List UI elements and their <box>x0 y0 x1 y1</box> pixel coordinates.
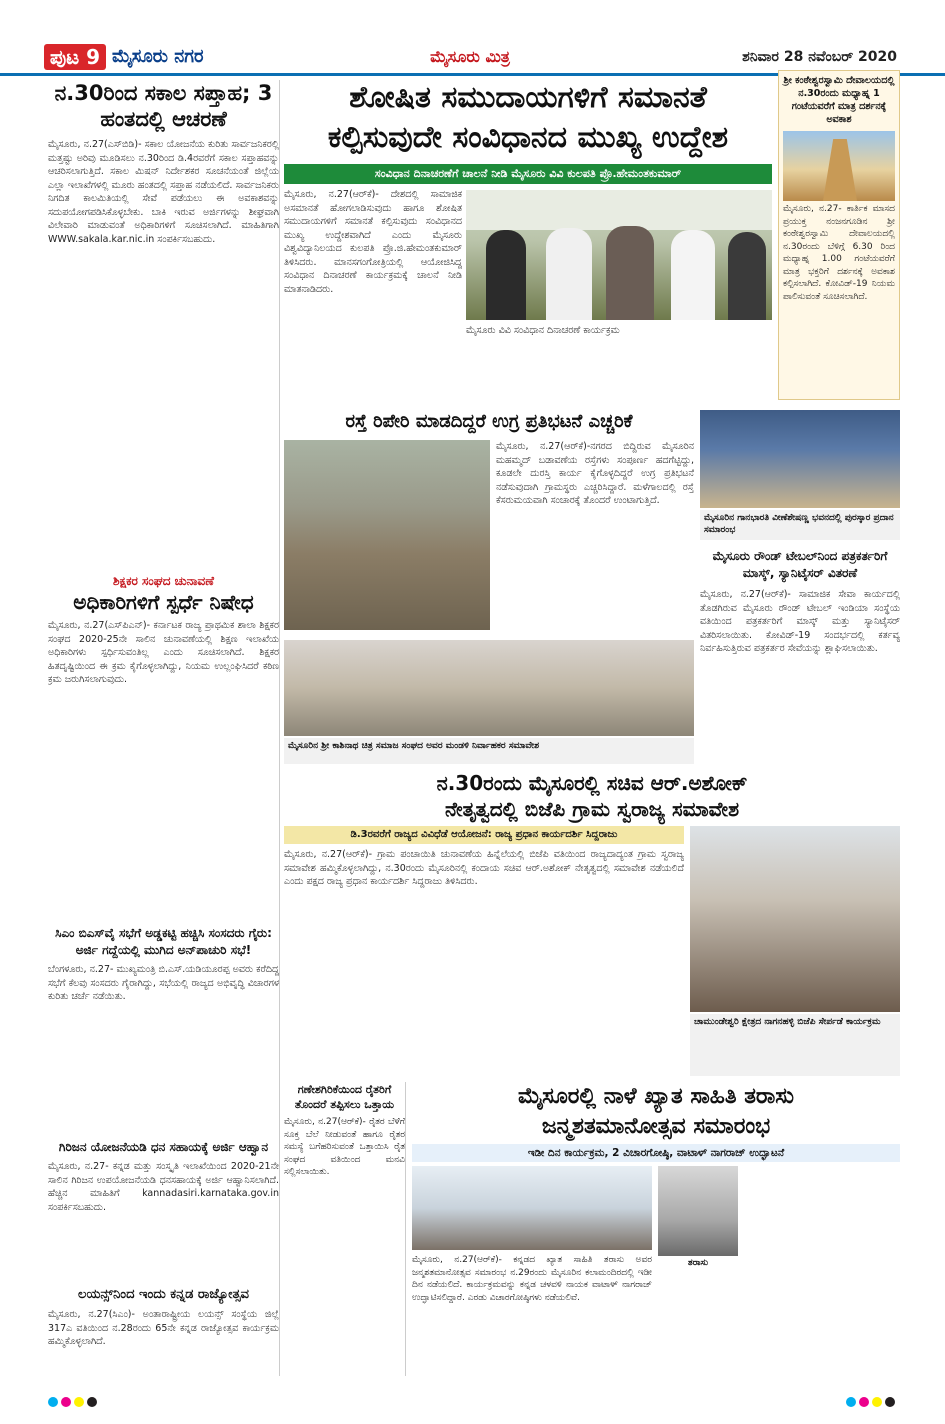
cm-meeting-headline: ಸಿಎಂ ಬಿಎಸ್‌ವೈ ಸಭೆಗೆ ಅಡ್ಡಕಟ್ಟಿ ಹಚ್ಚಿಸಿ ಸಂಸದರು ಗೈರು: ಅರ್ಜಿ ಗದ್ದೆಯಲ್ಲಿ ಮುಗಿದ ಅನ್‌ಪಾಚುರಿ ಸಭೆ! <box>55 926 272 957</box>
group-photo-caption: ಮೈಸೂರಿನ ಶ್ರೀ ಕಾಶಿನಾಥ ಚಿತ್ರ ಸಮಾಜ ಸಂಘದ ಅವರ ಮಂಡಳಿ ನಿರ್ವಾಹಕರ ಸಮಾವೇಶ <box>284 738 694 764</box>
road-photo <box>284 440 490 630</box>
tarasu-event-photo <box>412 1166 652 1250</box>
road-body: ಮೈಸೂರು, ನ.27(ಆರ್‌ಕೆ)-ನಗರದ ಬಿದ್ದಿರುವ ಮೈಸೂರಿನ ಮಹಮ್ಮದ್ ಬಡಾವಣೆಯ ರಸ್ತೆಗಳು ಸಂಪೂರ್ಣ ಹದಗೆಟ್ಟಿದ್ದು, ಕೂಡಲೇ ದುರಸ್ತಿ ಕಾರ್ಯ ಕೈಗೊಳ್ಳದಿದ್ದರೆ ಉಗ್ರ ಪ್ರತಿಭಟನೆ ನಡೆಸುವುದಾಗಿ ಗ್ರಾಮಸ್ಥರು ಎಚ್ಚರಿಸಿದ್ದಾರೆ. ಮಳೆಗಾಲದಲ್ಲಿ ರಸ್ತೆ ಕೆಸರುಮಯವಾಗಿ ಸಂಚಾರಕ್ಕೆ ತೊಂದರೆ ಉಂಟಾಗುತ್ತಿದೆ. <box>496 441 694 506</box>
farmers-headline: ಗಣೇಶಗಿರಿಕೆಯಿಂದ ರೈತರಿಗೆ ತೊಂದರೆ ತಪ್ಪಿಸಲು ಒತ್ತಾಯ <box>294 1083 395 1111</box>
group-photo <box>284 640 694 736</box>
farmers-body: ಮೈಸೂರು, ನ.27(ಆರ್‌ಕೆ)- ರೈತರ ಬೆಳೆಗೆ ಸೂಕ್ತ ಬೆಲೆ ನೀಡುವಂತೆ ಹಾಗೂ ರೈತರ ಸಮಸ್ಯೆ ಬಗೆಹರಿಸುವಂತೆ ಒತ್ತಾಯಿಸಿ ರೈತ ಸಂಘದ ವತಿಯಿಂದ ಮನವಿ ಸಲ್ಲಿಸಲಾಯಿತು. <box>284 1117 405 1177</box>
election-body: ಮೈಸೂರು, ನ.27(ಎಸ್‌ಪಿಎನ್)- ಕರ್ನಾಟಕ ರಾಜ್ಯ ಪ್ರಾಥಮಿಕ ಶಾಲಾ ಶಿಕ್ಷಕರ ಸಂಘದ 2020-25ನೇ ಸಾಲಿನ ಚುನಾವಣೆಯಲ್ಲಿ ಶಿಕ್ಷಣ ಇಲಾಖೆಯ ಅಧಿಕಾರಿಗಳು ಸ್ಪರ್ಧಿಸುವಂತಿಲ್ಲ ಎಂದು ಸೂಚಿಸಲಾಗಿದೆ. ಶಿಕ್ಷಕರ ಹಿತದೃಷ್ಟಿಯಿಂದ ಈ ಕ್ರಮ ಕೈಗೊಳ್ಳಲಾಗಿದ್ದು, ನಿಯಮ ಉಲ್ಲಂಘಿಸಿದರೆ ಕಠಿಣ ಕ್ರಮ ಜರುಗಿಸಲಾಗುವುದು. <box>48 620 279 685</box>
tarasu-subhead: ಇಡೀ ದಿನ ಕಾರ್ಯಕ್ರಮ, 2 ವಿಚಾರಗೋಷ್ಠಿ, ವಾಟಾಳ್ ನಾಗರಾಜ್ ಉದ್ಘಾಟನೆ <box>412 1144 900 1162</box>
section-title: ಮೈಸೂರು ನಗರ <box>112 46 204 67</box>
tarasu-portrait <box>658 1166 738 1256</box>
lead-photo-caption: ಮೈಸೂರು ವಿವಿ ಸಂವಿಧಾನ ದಿನಾಚರಣೆ ಕಾರ್ಯಕ್ರಮ <box>466 325 620 336</box>
color-registration-marks <box>48 1392 100 1411</box>
gramaswaraj-subhead: ಡಿ.3ರವರೆಗೆ ರಾಜ್ಯದ ವಿವಿಧೆಡೆ ಆಯೋಜನೆ: ರಾಜ್ಯ ಪ್ರಧಾನ ಕಾರ್ಯದರ್ಶಿ ಸಿದ್ದರಾಜು <box>284 826 684 844</box>
lead-headline-line1: ಶೋಷಿತ ಸಮುದಾಯಗಳಿಗೆ ಸಮಾನತೆ <box>349 80 707 115</box>
tarasu-headline-line2: ಜನ್ಮಶತಮಾನೋತ್ಸವ ಸಮಾರಂಭ <box>541 1114 771 1139</box>
lead-headline-line2: ಕಲ್ಪಿಸುವುದೇ ಸಂವಿಧಾನದ ಮುಖ್ಯ ಉದ್ದೇಶ <box>327 120 729 155</box>
gramaswaraj-body: ಮೈಸೂರು, ನ.27(ಆರ್‌ಕೆ)- ಗ್ರಾಮ ಪಂಚಾಯಿತಿ ಚುನಾವಣೆಯ ಹಿನ್ನೆಲೆಯಲ್ಲಿ ಬಿಜೆಪಿ ವತಿಯಿಂದ ರಾಜ್ಯದಾದ್ಯಂತ ಗ್ರಾಮ ಸ್ವರಾಜ್ಯ ಸಮಾವೇಶ ಹಮ್ಮಿಕೊಳ್ಳಲಾಗಿದ್ದು, ನ.30ರಂದು ಮೈಸೂರಿನಲ್ಲಿ ಕಂದಾಯ ಸಚಿವ ಆರ್.ಅಶೋಕ್ ನೇತೃತ್ವದಲ್ಲಿ ಸಮಾವೇಶ ನಡೆಯಲಿದೆ ಎಂದು ಪಕ್ಷದ ರಾಜ್ಯ ಪ್ರಧಾನ ಕಾರ್ಯದರ್ಶಿ ಸಿದ್ದರಾಜು ತಿಳಿಸಿದರು. <box>284 849 684 887</box>
gramaswaraj-headline-line2: ನೇತೃತ್ವದಲ್ಲಿ ಬಿಜೆಪಿ ಗ್ರಾಮ ಸ್ವರಾಜ್ಯ ಸಮಾವೇಶ <box>444 797 740 821</box>
temple-headline: ಶ್ರೀ ಕಂಠೇಶ್ವರಸ್ವಾಮಿ ದೇವಾಲಯದಲ್ಲಿ ನ.30ರಂದು ಮಧ್ಯಾಹ್ನ 1 ಗಂಟೆಯವರೆಗೆ ಮಾತ್ರ ದರ್ಶನಕ್ಕೆ ಅವಕಾಶ <box>783 75 895 125</box>
tarasu-body: ಮೈಸೂರು, ನ.27(ಆರ್‌ಕೆ)- ಕನ್ನಡದ ಖ್ಯಾತ ಸಾಹಿತಿ ತರಾಸು ಅವರ ಜನ್ಮಶತಮಾನೋತ್ಸವ ಸಮಾರಂಭ ನ.29ರಂದು ಮೈಸೂರಿನ ಕಲಾಮಂದಿರದಲ್ಲಿ ಇಡೀ ದಿನ ನಡೆಯಲಿದೆ. ಕಾರ್ಯಕ್ರಮವನ್ನು ಕನ್ನಡ ಚಳವಳಿ ನಾಯಕ ವಾಟಾಳ್ ನಾಗರಾಜ್ ಉದ್ಘಾಟಿಸಲಿದ್ದಾರೆ. ಎರಡು ವಿಚಾರಗೋಷ್ಠಿಗಳು ನಡೆಯಲಿವೆ. <box>412 1255 652 1303</box>
gramaswaraj-photo <box>690 826 900 1012</box>
election-headline: ಅಧಿಕಾರಿಗಳಿಗೆ ಸ್ಪರ್ಧೆ ನಿಷೇಧ <box>73 590 254 614</box>
gramaswaraj-photo-caption: ಚಾಮುಂಡೇಶ್ವರಿ ಕ್ಷೇತ್ರದ ನಾಗನಹಳ್ಳಿ ಬಿಜೆಪಿ ಸೇರ್ಪಡೆ ಕಾರ್ಯಕ್ರಮ <box>690 1014 900 1076</box>
road-headline: ರಸ್ತೆ ರಿಪೇರಿ ಮಾಡದಿದ್ದರೆ ಉಗ್ರ ಪ್ರತಿಭಟನೆ ಎಚ್ಚರಿಕೆ <box>345 411 633 432</box>
temple-photo <box>783 131 895 201</box>
tarasu-headline-line1: ಮೈಸೂರಲ್ಲಿ ನಾಳೆ ಖ್ಯಾತ ಸಾಹಿತಿ ತರಾಸು <box>518 1084 794 1109</box>
tarasu-headline <box>412 1082 900 1142</box>
lead-headline <box>284 78 772 158</box>
gramaswaraj-headline-line1: ನ.30ರಂದು ಮೈಸೂರಲ್ಲಿ ಸಚಿವ ಆರ್.ಅಶೋಕ್ <box>436 771 748 795</box>
lions-headline: ಲಯನ್ಸ್‌ನಿಂದ ಇಂದು ಕನ್ನಡ ರಾಜ್ಯೋತ್ಸವ <box>78 1287 249 1302</box>
sakala-headline: ನ.30ರಿಂದ ಸಕಾಲ ಸಪ್ತಾಹ; 3 ಹಂತದಲ್ಲಿ ಆಚರಣೆ <box>54 81 273 131</box>
tarasu-portrait-caption: ತರಾಸು <box>687 1258 709 1268</box>
lead-body-continued <box>466 324 772 376</box>
lead-body: ಮೈಸೂರು, ನ.27(ಆರ್‌ಕೆ)- ದೇಶದಲ್ಲಿ ಸಾಮಾಜಿಕ ಅಸಮಾನತೆ ಹೋಗಲಾಡಿಸುವುದು ಹಾಗೂ ಶೋಷಿತ ಸಮುದಾಯಗಳಿಗೆ ಸಮಾನತೆ ಕಲ್ಪಿಸುವುದು ಸಂವಿಧಾನದ ಮುಖ್ಯ ಉದ್ದೇಶವಾಗಿದೆ ಎಂದು ಮೈಸೂರು ವಿಶ್ವವಿದ್ಯಾನಿಲಯದ ಕುಲಪತಿ ಪ್ರೊ.ಜಿ.ಹೇಮಂತಕುಮಾರ್ ತಿಳಿಸಿದರು. ಮಾನಸಗಂಗೋತ್ರಿಯಲ್ಲಿ ಆಯೋಜಿಸಿದ್ದ ಸಂವಿಧಾನ ದಿನಾಚರಣೆ ಕಾರ್ಯಕ್ರಮಕ್ಕೆ ಚಾಲನೆ ನೀಡಿ ಮಾತನಾಡಿದರು. <box>284 189 462 295</box>
lead-photo <box>466 190 772 320</box>
cm-meeting-body: ಬೆಂಗಳೂರು, ನ.27- ಮುಖ್ಯಮಂತ್ರಿ ಬಿ.ಎಸ್.ಯಡಿಯೂರಪ್ಪ ಅವರು ಕರೆದಿದ್ದ ಸಭೆಗೆ ಕೆಲವು ಸಂಸದರು ಗೈರಾಗಿದ್ದು, ಸಭೆಯಲ್ಲಿ ರಾಜ್ಯದ ಅಭಿವೃದ್ಧಿ ವಿಚಾರಗಳ ಕುರಿತು ಚರ್ಚೆ ನಡೆಯಿತು. <box>48 964 279 1002</box>
lead-subhead: ಸಂವಿಧಾನ ದಿನಾಚರಣೆಗೆ ಚಾಲನೆ ನೀಡಿ ಮೈಸೂರು ವಿವಿ ಕುಲಪತಿ ಪ್ರೊ.ಹೇಮಂತಕುಮಾರ್ <box>284 164 772 184</box>
election-kicker: ಶಿಕ್ಷಕರ ಸಂಘದ ಚುನಾವಣೆ <box>113 574 214 588</box>
awards-photo <box>700 410 900 508</box>
tribal-grant-body: ಮೈಸೂರು, ನ.27- ಕನ್ನಡ ಮತ್ತು ಸಂಸ್ಕೃತಿ ಇಲಾಖೆಯಿಂದ 2020-21ನೇ ಸಾಲಿನ ಗಿರಿಜನ ಉಪಯೋಜನೆಯಡಿ ಧನಸಹಾಯಕ್ಕೆ ಅರ್ಜಿ ಆಹ್ವಾನಿಸಲಾಗಿದೆ. ಹೆಚ್ಚಿನ ಮಾಹಿತಿಗೆ kannadasiri.karnataka.gov.in ಸಂಪರ್ಕಿಸಬಹುದು. <box>48 1161 279 1213</box>
temple-body: ಮೈಸೂರು, ನ.27- ಕಾರ್ತಿಕ ಮಾಸದ ಪ್ರಯುಕ್ತ ನಂಜನಗೂಡಿನ ಶ್ರೀ ಕಂಠೇಶ್ವರಸ್ವಾಮಿ ದೇವಾಲಯದಲ್ಲಿ ನ.30ರಂದು ಬೆಳಿಗ್ಗೆ 6.30 ರಿಂದ ಮಧ್ಯಾಹ್ನ 1.00 ಗಂಟೆಯವರೆಗೆ ಮಾತ್ರ ಭಕ್ತರಿಗೆ ದರ್ಶನಕ್ಕೆ ಅವಕಾಶ ಕಲ್ಪಿಸಲಾಗಿದೆ. ಕೋವಿಡ್-19 ನಿಯಮ ಪಾಲಿಸುವಂತೆ ಸೂಚಿಸಲಾಗಿದೆ. <box>783 204 895 302</box>
roundtable-body: ಮೈಸೂರು, ನ.27(ಆರ್‌ಕೆ)- ಸಾಮಾಜಿಕ ಸೇವಾ ಕಾರ್ಯದಲ್ಲಿ ತೊಡಗಿರುವ ಮೈಸೂರು ರೌಂಡ್ ಟೇಬಲ್ ಇಂಡಿಯಾ ಸಂಸ್ಥೆಯ ವತಿಯಿಂದ ಪತ್ರಕರ್ತರಿಗೆ ಮಾಸ್ಕ್ ಮತ್ತು ಸ್ಯಾನಿಟೈಸರ್ ವಿತರಿಸಲಾಯಿತು. ಕೋವಿಡ್-19 ಸಂದರ್ಭದಲ್ಲಿ ಕರ್ತವ್ಯ ನಿರ್ವಹಿಸುತ್ತಿರುವ ಪತ್ರಕರ್ತರ ಸೇವೆಯನ್ನು ಶ್ಲಾಘಿಸಲಾಯಿತು. <box>700 589 900 654</box>
left-column <box>48 80 280 1376</box>
roundtable-headline: ಮೈಸೂರು ರೌಂಡ್ ಟೇಬಲ್‌ನಿಂದ ಪತ್ರಕರ್ತರಿಗೆ ಮಾಸ್ಕ್, ಸ್ಯಾನಿಟೈಸರ್ ವಿತರಣೆ <box>712 549 888 580</box>
sakala-body: ಮೈಸೂರು, ನ.27(ಎಸ್‌ಬಿಡಿ)- ಸಕಾಲ ಯೋಜನೆಯ ಕುರಿತು ಸಾರ್ವಜನಿಕರಲ್ಲಿ ಮತ್ತಷ್ಟು ಅರಿವು ಮೂಡಿಸಲು ನ.30ರಿಂದ ಡಿ.4ರವರೆಗೆ ಸಕಾಲ ಸಪ್ತಾಹವನ್ನು ಆಚರಿಸಲಾಗುತ್ತಿದೆ. ಸಕಾಲ ಮಿಷನ್ ನಿರ್ದೇಶಕರ ಸೂಚನೆಯಂತೆ ಜಿಲ್ಲೆಯ ಎಲ್ಲಾ ಇಲಾಖೆಗಳಲ್ಲಿ ಮೂರು ಹಂತದಲ್ಲಿ ಸಪ್ತಾಹ ನಡೆಯಲಿದೆ. ಸಾರ್ವಜನಿಕರು ನಿಗದಿತ ಕಾಲಮಿತಿಯಲ್ಲಿ ಸೇವೆ ಪಡೆಯಲು ಈ ಅವಕಾಶವನ್ನು ಸದುಪಯೋಗಪಡಿಸಿಕೊಳ್ಳಬೇಕು. ಬಾಕಿ ಇರುವ ಅರ್ಜಿಗಳನ್ನು ಶೀಘ್ರವಾಗಿ ವಿಲೇವಾರಿ ಮಾಡುವಂತೆ ಅಧಿಕಾರಿಗಳಿಗೆ ಸೂಚಿಸಲಾಗಿದೆ. ಮಾಹಿತಿಗಾಗಿ WWW.sakala.kar.nic.in ಸಂಪರ್ಕಿಸಬಹುದು. <box>48 139 279 245</box>
tarasu-body-continued <box>744 1166 900 1376</box>
page-number: ಪುಟ 9 <box>44 44 106 70</box>
lions-body: ಮೈಸೂರು, ನ.27(ಸಿಎಂ)- ಅಂತಾರಾಷ್ಟ್ರೀಯ ಲಯನ್ಸ್ ಸಂಸ್ಥೆಯ ಜಿಲ್ಲೆ 317ಎ ವತಿಯಿಂದ ನ.28ರಂದು 65ನೇ ಕನ್ನಡ ರಾಜ್ಯೋತ್ಸವ ಕಾರ್ಯಕ್ರಮ ಹಮ್ಮಿಕೊಳ್ಳಲಾಗಿದೆ. <box>48 1309 279 1347</box>
temple-box <box>778 70 900 400</box>
gramaswaraj-headline <box>284 770 900 822</box>
issue-date: ಶನಿವಾರ 28 ನವೆಂಬರ್ 2020 <box>742 49 897 65</box>
color-registration-marks-right <box>846 1392 898 1411</box>
newspaper-brand: ಮೈಸೂರು ಮಿತ್ರ <box>430 47 510 66</box>
awards-caption: ಮೈಸೂರಿನ ಗಾನಭಾರತಿ ವೀಣೆಶೇಷಣ್ಣ ಭವನದಲ್ಲಿ ಪುರಸ್ಕಾರ ಪ್ರದಾನ ಸಮಾರಂಭ <box>700 510 900 540</box>
farmers-column <box>284 1082 406 1376</box>
tribal-grant-headline: ಗಿರಿಜನ ಯೋಜನೆಯಡಿ ಧನ ಸಹಾಯಕ್ಕೆ ಅರ್ಜಿ ಆಹ್ವಾನ <box>58 1140 269 1154</box>
